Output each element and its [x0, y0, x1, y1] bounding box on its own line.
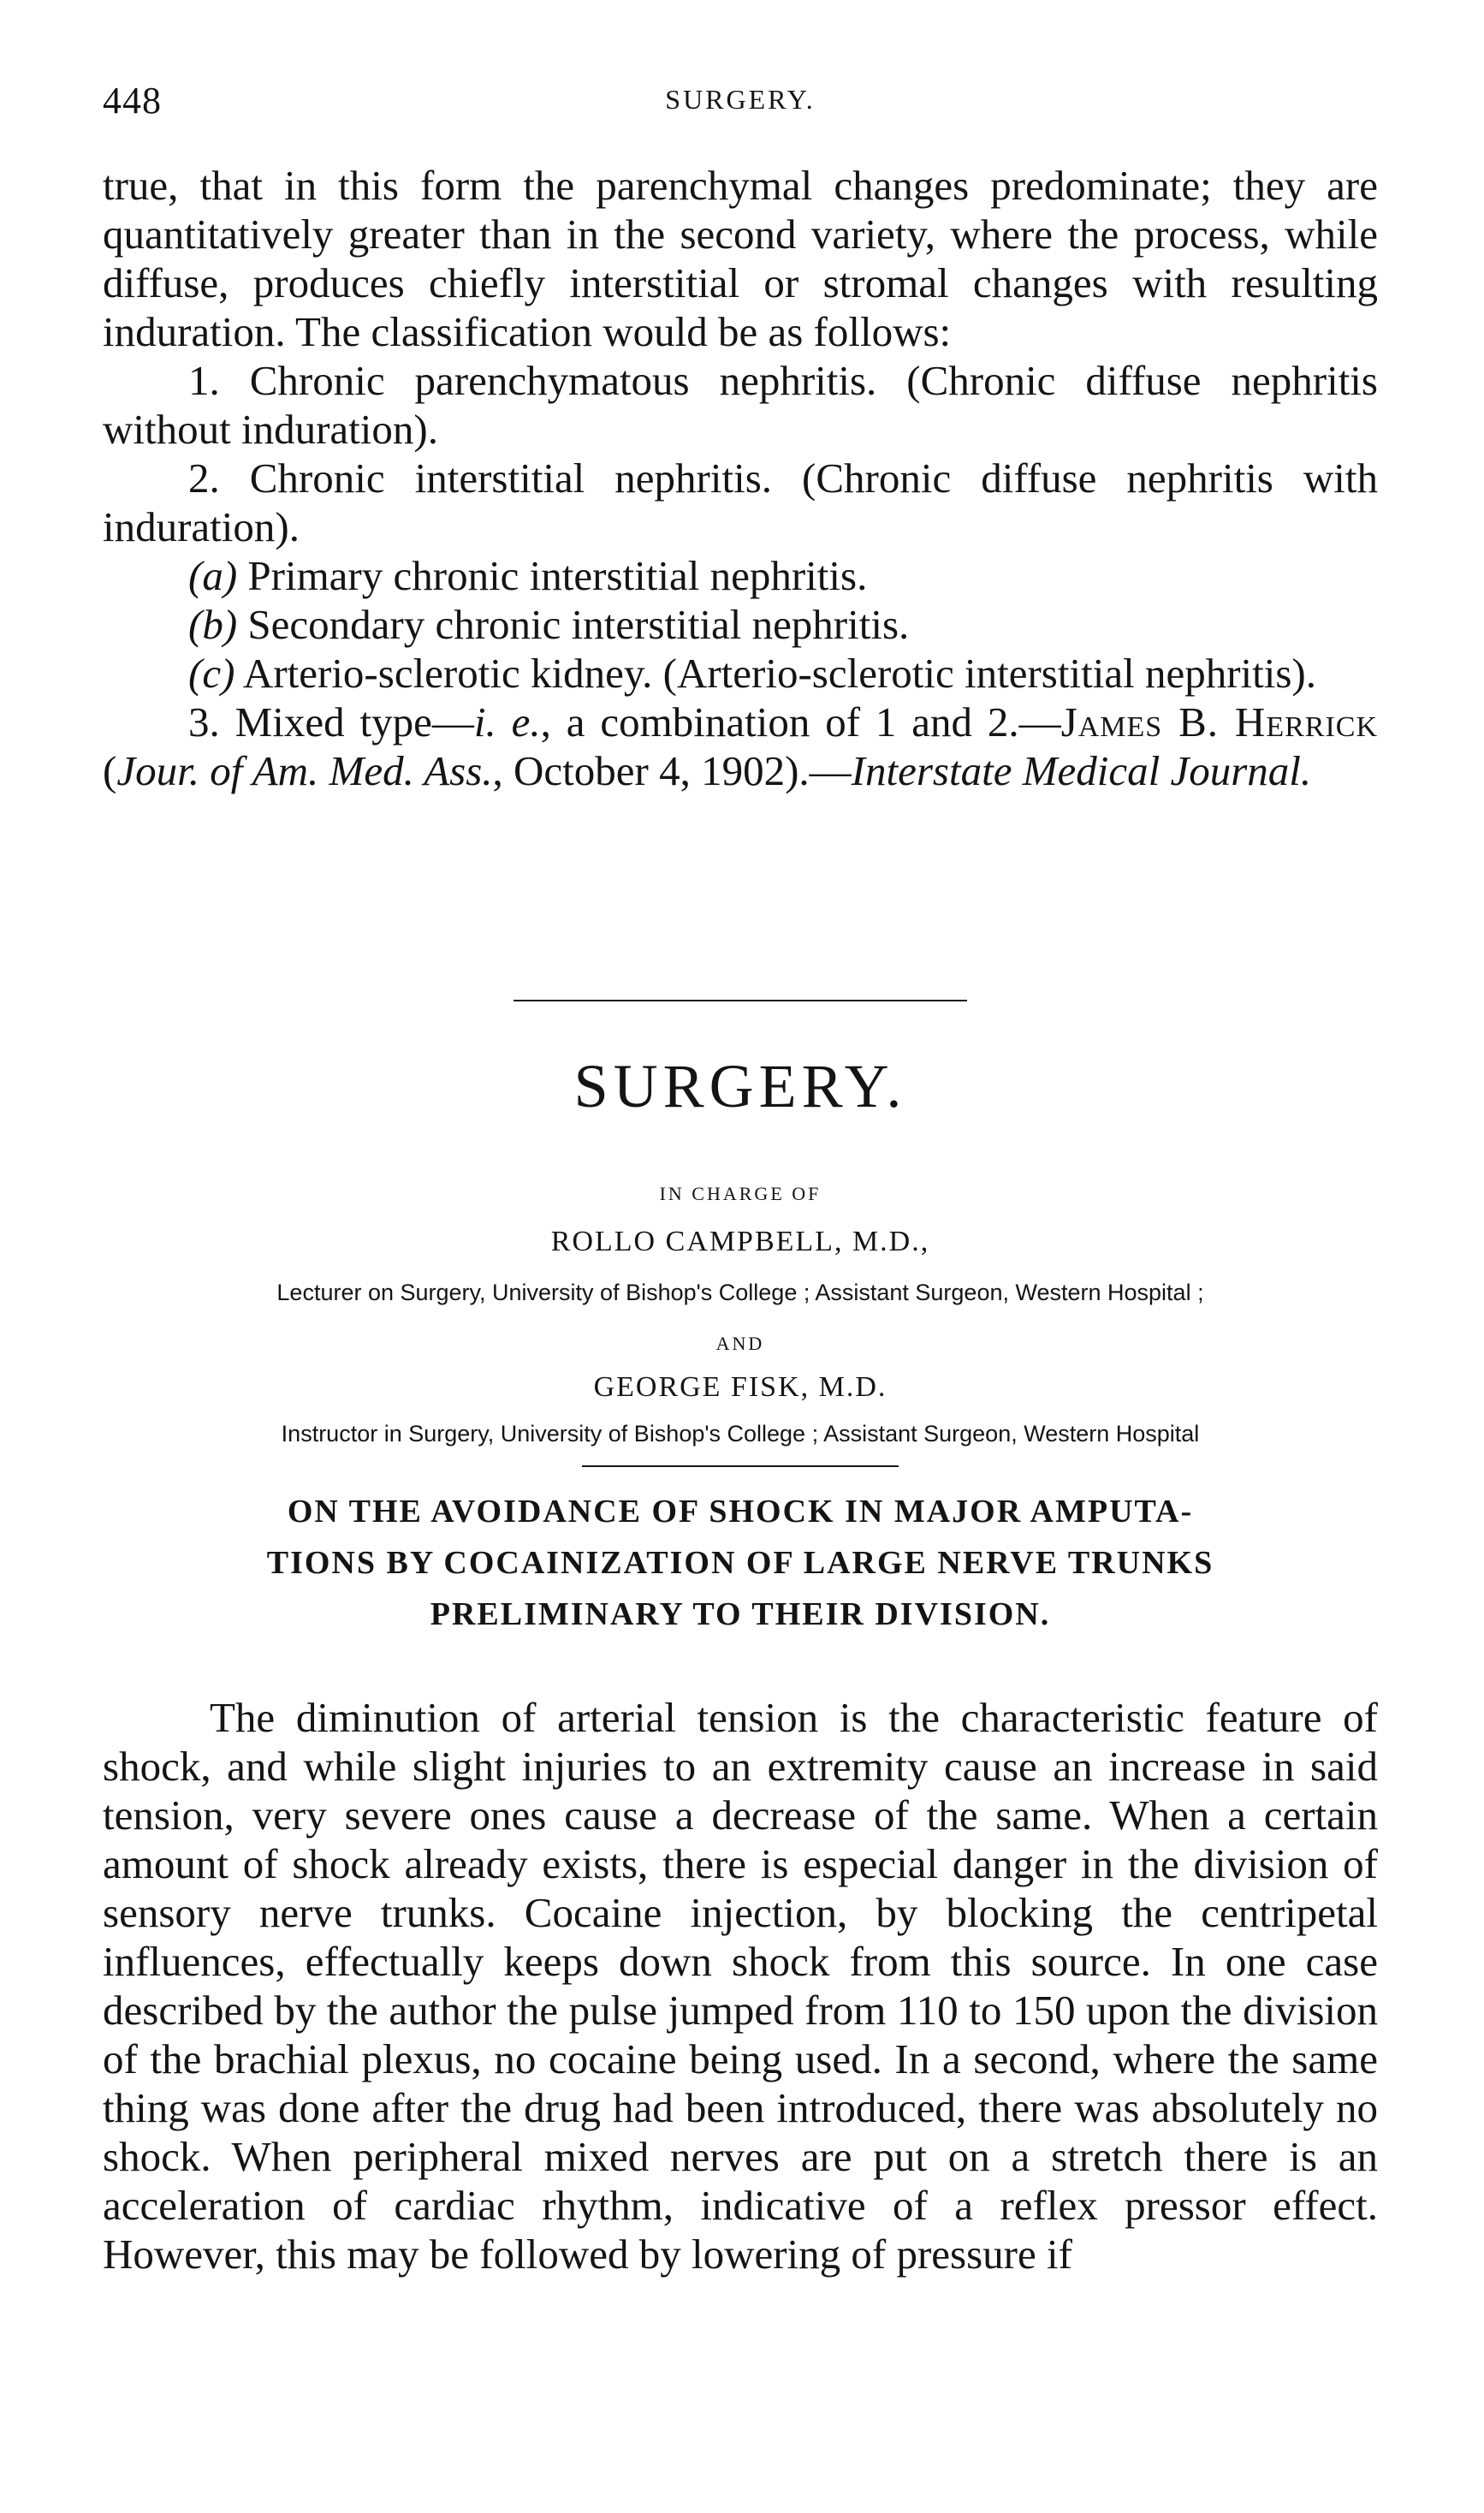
- article-paragraph: The diminution of arterial tension is the characteristic feature of shock, and while slight injuries to an extremity cause an increase in said tension, very severe ones cause a decrease of the same. When a certain amount of shock already exists, there is especial danger in the division of sensory nerve trunks. Cocaine injection, by blocking the centripetal influences, effectually keeps down shock from this source. In one case described by the author the pulse jumped from 110 to 150 upon the division of the brachial plexus, no cocaine being used. In a second, where the same thing was done after the drug had been introduced, there was absolutely no shock. When peripheral mixed nerves are put on a stretch there is an acceleration of cardiac rhythm, indicative of a reflex pressor effect. However, this may be followed by lowering of pressure if: [103, 1694, 1378, 2278]
- page-number: 448: [103, 80, 162, 122]
- continued-paragraph: true, that in this form the parenchymal changes predominate; they are quantitatively greater than in the second variety, where the process, while diffuse, produces chiefly interstitial or stromal changes with resulting induration. The classification would be as follows:: [103, 162, 1378, 355]
- citation-journal: Jour. of Am. Med. Ass.: [116, 747, 493, 794]
- article-title-line-3: PRELIMINARY TO THEIR DIVISION.: [430, 1596, 1051, 1632]
- article-title: [94, 1486, 1386, 1640]
- section-divider-rule: [513, 1000, 967, 1001]
- item3-ie: i. e.: [473, 698, 541, 746]
- classification-subitem-c: [103, 649, 1378, 698]
- title-divider-rule: [582, 1465, 899, 1467]
- editor-2-affiliation: Instructor in Surgery, University of Bishop's College ; Assistant Surgeon, Western Hospital: [281, 1421, 1200, 1447]
- classification-subitem-b: [103, 600, 1378, 649]
- subitem-b-label: (b): [188, 601, 238, 648]
- citation-source: Interstate Medical Journal.: [851, 747, 1312, 794]
- continued-text-block: [103, 161, 1378, 795]
- classification-item-2: 2. Chronic interstitial nephritis. (Chronic diffuse nephritis with induration).: [103, 454, 1378, 550]
- running-title: SURGERY.: [665, 84, 816, 115]
- editor-1-name: ROLLO CAMPBELL, M.D.,: [550, 1226, 930, 1257]
- in-charge-of-label: IN CHARGE OF: [659, 1183, 822, 1204]
- citation-author: James B. Herrick: [1060, 698, 1378, 746]
- editor-1-affiliation: Lecturer on Surgery, University of Bishop's College ; Assistant Surgeon, Western Hospital ;: [276, 1280, 1204, 1305]
- subitem-b-text: Secondary chronic interstitial nephritis.: [237, 601, 910, 648]
- classification-subitem-a: [103, 551, 1378, 600]
- item3-mid: , a combination of 1 and 2.—: [540, 698, 1061, 746]
- citation-paren: (: [103, 747, 117, 794]
- editor-2-name: GEORGE FISK, M.D.: [593, 1371, 887, 1403]
- section-title: SURGERY.: [573, 1052, 907, 1120]
- citation-date: , October 4, 1902).—: [492, 747, 852, 794]
- running-head: [103, 79, 1378, 130]
- subitem-a-text: Primary chronic interstitial nephritis.: [237, 552, 868, 599]
- article-title-line-2: TIONS BY COCAINIZATION OF LARGE NERVE TRUNKS: [266, 1545, 1214, 1581]
- item3-start: 3. Mixed type—: [188, 698, 474, 746]
- subitem-c-label: (c): [188, 650, 235, 697]
- subitem-c-text: Arterio-sclerotic kidney. (Arterio-sclerotic interstitial nephritis).: [234, 650, 1316, 697]
- classification-item-3: [103, 698, 1378, 795]
- classification-item-1: 1. Chronic parenchymatous nephritis. (Chronic diffuse nephritis without induration).: [103, 357, 1378, 453]
- article-body: [103, 1693, 1378, 2278]
- article-title-line-1: ON THE AVOIDANCE OF SHOCK IN MAJOR AMPUTA-: [287, 1494, 1194, 1530]
- subitem-a-label: (a): [188, 552, 238, 599]
- and-label: AND: [715, 1333, 765, 1354]
